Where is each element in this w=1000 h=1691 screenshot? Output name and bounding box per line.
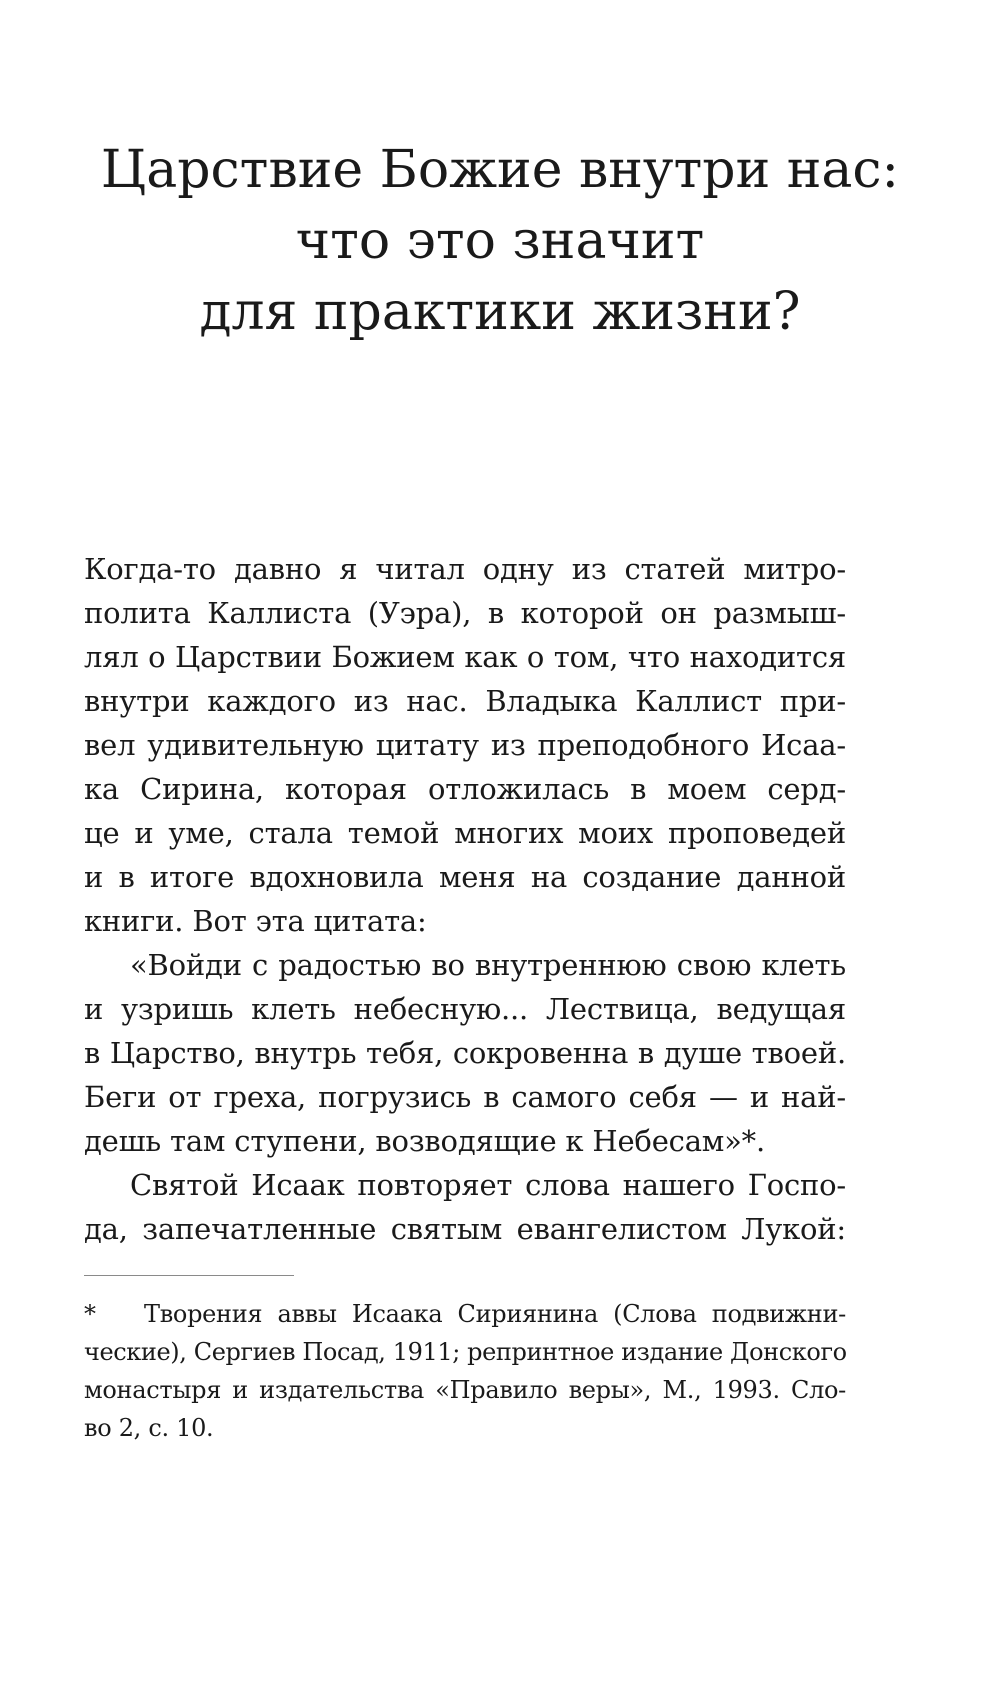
- footnote-line: монастыря и издательства «Правило веры», М., 1993. Сло-: [84, 1376, 846, 1404]
- text-line: и в итоге вдохновила меня на создание данной: [84, 860, 846, 894]
- footnote-line: ческие), Сергиев Посад, 1911; репринтное издание Донского: [84, 1338, 847, 1366]
- chapter-title-line: Царствие Божие внутри нас:: [100, 140, 900, 200]
- text-line: «Войди с радостью во внутреннюю свою клеть: [130, 948, 846, 982]
- footnote-text: Творения аввы Исаака Сириянина (Слова подвижни-: [144, 1300, 846, 1328]
- text-line: книги. Вот эта цитата:: [84, 904, 427, 938]
- paragraph-continuation: [84, 1163, 846, 1251]
- chapter-title-line: для практики жизни?: [199, 282, 801, 342]
- footnote-line: [84, 1295, 846, 1333]
- chapter-title-line: что это значит: [295, 211, 705, 271]
- paragraph-quote: [84, 943, 846, 1163]
- text-line: внутри каждого из нас. Владыка Каллист при-: [84, 684, 846, 718]
- footnote: [84, 1295, 846, 1447]
- text-line: ка Сирина, которая отложилась в моем серд-: [84, 772, 846, 806]
- text-line: Беги от греха, погрузись в самого себя — и най-: [84, 1080, 846, 1114]
- body-text: [84, 547, 846, 1251]
- text-line: лял о Царствии Божием как о том, что находится: [84, 640, 846, 674]
- text-line: Когда-то давно я читал одну из статей митро-: [84, 552, 846, 586]
- footnote-line: во 2, с. 10.: [84, 1414, 214, 1442]
- footnote-divider: [84, 1275, 294, 1276]
- text-line: да, запечатленные святым евангелистом Лукой:: [84, 1212, 846, 1246]
- paragraph-intro: [84, 547, 846, 943]
- text-line: це и уме, стала темой многих моих проповедей: [84, 816, 846, 850]
- text-line: дешь там ступени, возводящие к Небесам»*.: [84, 1124, 766, 1158]
- text-line: и узришь клеть небесную... Лествица, ведущая: [84, 992, 846, 1026]
- footnote-mark: *: [84, 1300, 96, 1328]
- text-line: полита Каллиста (Уэра), в которой он размыш-: [84, 596, 846, 630]
- text-line: в Царство, внутрь тебя, сокровенна в душе твоей.: [84, 1036, 846, 1070]
- chapter-title: [60, 135, 940, 348]
- text-line: вел удивительную цитату из преподобного Исаа-: [84, 728, 846, 762]
- text-line: Святой Исаак повторяет слова нашего Госпо-: [130, 1168, 846, 1202]
